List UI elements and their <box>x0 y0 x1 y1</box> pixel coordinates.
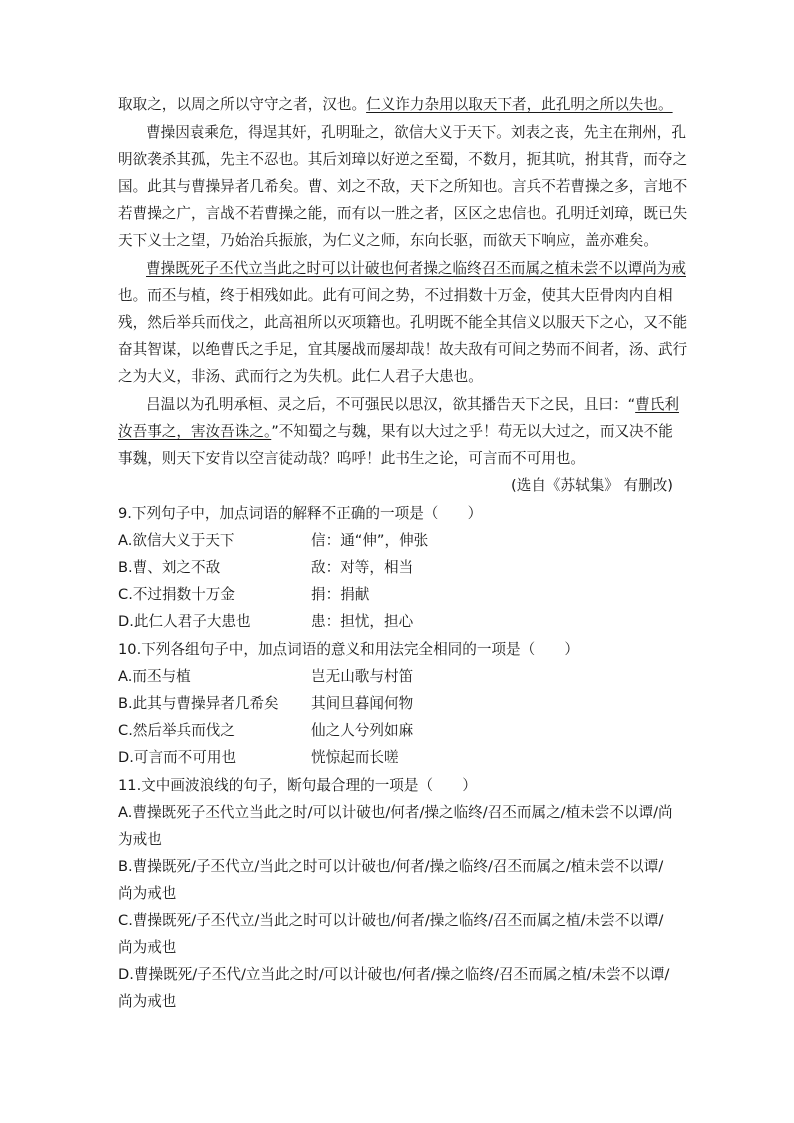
underlined-quote: 曹氏利 <box>635 396 679 413</box>
question-stem: 10.下列各组句子中，加点词语的意义和用法完全相同的一项是（ ） <box>118 641 580 658</box>
option-row <box>118 667 678 687</box>
option-right: 岂无山歌与村笛 <box>311 668 414 685</box>
passage-line: 曹操因袁乘危，得逞其奸，孔明耻之，欲信大义于天下。刘表之丧，先主在荆州，孔 <box>146 124 686 141</box>
option-right: 信：通“伸”，伸张 <box>311 532 429 549</box>
passage-line: 国。此其与曹操异者几希矣。曹、刘之不敌，天下之所知也。言兵不若曹操之多，言地不 <box>118 178 688 195</box>
option-line: 尚为戒也 <box>118 885 177 902</box>
source-citation: (选自《苏轼集》 有删改) <box>511 477 673 494</box>
passage-line <box>146 395 679 415</box>
option-line: A.曹操既死子丕代立当此之时/可以计破也/何者/操之临终/召丕而属之/植未尝不以谭/尚 <box>118 804 673 821</box>
question-stem: 9.下列句子中，加点词语的解释不正确的一项是（ ） <box>118 505 483 522</box>
passage-line: 奋其智谋，以绝曹氏之手足，宜其屡战而屡却哉！故夫敌有可间之势而不间者，汤、武行 <box>118 341 688 358</box>
option-right: 敌：对等，相当 <box>311 559 414 576</box>
passage-line: 之为大义，非汤、武而行之为失机。此仁人君子大患也。 <box>118 368 483 385</box>
passage-line: 天下义士之望，乃始治兵振旅，为仁义之师，东向长驱，而欲天下响应，盖亦难矣。 <box>118 232 658 249</box>
option-line: B.曹操既死/子丕代立/当此之时可以计破也/何者/操之临终/召丕而属之/植未尝不以谭/ <box>118 858 664 875</box>
option-line: 尚为戒也 <box>118 993 177 1010</box>
passage-line: 残，然后举兵而伐之，此高祖所以灭项籍也。孔明既不能全其信义以服天下之心，又不能 <box>118 314 688 331</box>
option-right: 仙之人兮列如麻 <box>311 722 414 739</box>
option-left: B.此其与曹操异者几希矣 <box>118 695 279 712</box>
option-row <box>118 585 678 605</box>
option-right: 捐：捐献 <box>311 586 370 603</box>
option-row <box>118 531 678 551</box>
option-left: A.而丕与植 <box>118 668 191 685</box>
option-left: D.此仁人君子大患也 <box>118 613 251 630</box>
option-right: 恍惊起而长嗟 <box>311 749 399 766</box>
passage-line <box>118 422 673 442</box>
question-stem: 11.文中画波浪线的句子，断句最合理的一项是（ ） <box>118 777 477 794</box>
underlined-quote: 汝吾事之，害汝吾诛之。 <box>118 423 272 440</box>
passage-text: 吕温以为孔明承桓、灵之后，不可强民以思汉，欲其播告天下之民，且曰：“ <box>146 396 636 413</box>
passage-line: 明欲袭杀其孤，先主不忍也。其后刘璋以好逆之至蜀，不数月，扼其吭，拊其背，而夺之 <box>118 151 688 168</box>
option-row <box>118 721 678 741</box>
option-left: B.曹、刘之不敌 <box>118 559 221 576</box>
option-right: 其间旦暮闻何物 <box>311 695 414 712</box>
option-row <box>118 612 678 632</box>
option-line: 尚为戒也 <box>118 939 177 956</box>
option-left: C.然后举兵而伐之 <box>118 722 235 739</box>
option-left: C.不过捐数十万金 <box>118 586 235 603</box>
option-line: 为戒也 <box>118 831 162 848</box>
option-line: D.曹操既死/子丕代/立当此之时/可以计破也/何者/操之临终/召丕而属之植/未尝不以谭/ <box>118 966 670 983</box>
passage-line: 事魏，则天下安肯以空言徒动哉？呜呼！此书生之论，可言而不可用也。 <box>118 450 586 467</box>
option-left: D.可言而不可用也 <box>118 749 237 766</box>
option-left: A.欲信大义于天下 <box>118 532 235 549</box>
passage-text: ”不知蜀之与魏，果有以大过之乎！苟无以大过之，而又决不能 <box>271 423 673 440</box>
wavy-underlined-sentence: 曹操既死子丕代立当此之时可以计破也何者操之临终召丕而属之植未尝不以谭尚为戒 <box>146 260 686 277</box>
option-row <box>118 558 678 578</box>
passage-line: 也。而丕与植，终于相残如此。此有可间之势，不过捐数十万金，使其大臣骨肉内自相 <box>118 287 673 304</box>
option-row <box>118 748 678 768</box>
passage-line: 若曹操之广，言战不若曹操之能，而有以一胜之者，区区之忠信也。孔明迁刘璋，既已失 <box>118 205 688 222</box>
option-row <box>118 694 678 714</box>
option-line: C.曹操既死/子丕代立/当此之时可以计破也/何者/操之临终/召丕而属之植/未尝不以谭/ <box>118 912 664 929</box>
underlined-sentence: 仁义诈力杂用以取天下者，此孔明之所以失也。 <box>366 96 673 113</box>
passage-text: 取取之，以周之所以守守之者，汉也。 <box>118 96 367 113</box>
passage-line <box>118 95 673 115</box>
option-right: 患：担忧，担心 <box>311 613 414 630</box>
